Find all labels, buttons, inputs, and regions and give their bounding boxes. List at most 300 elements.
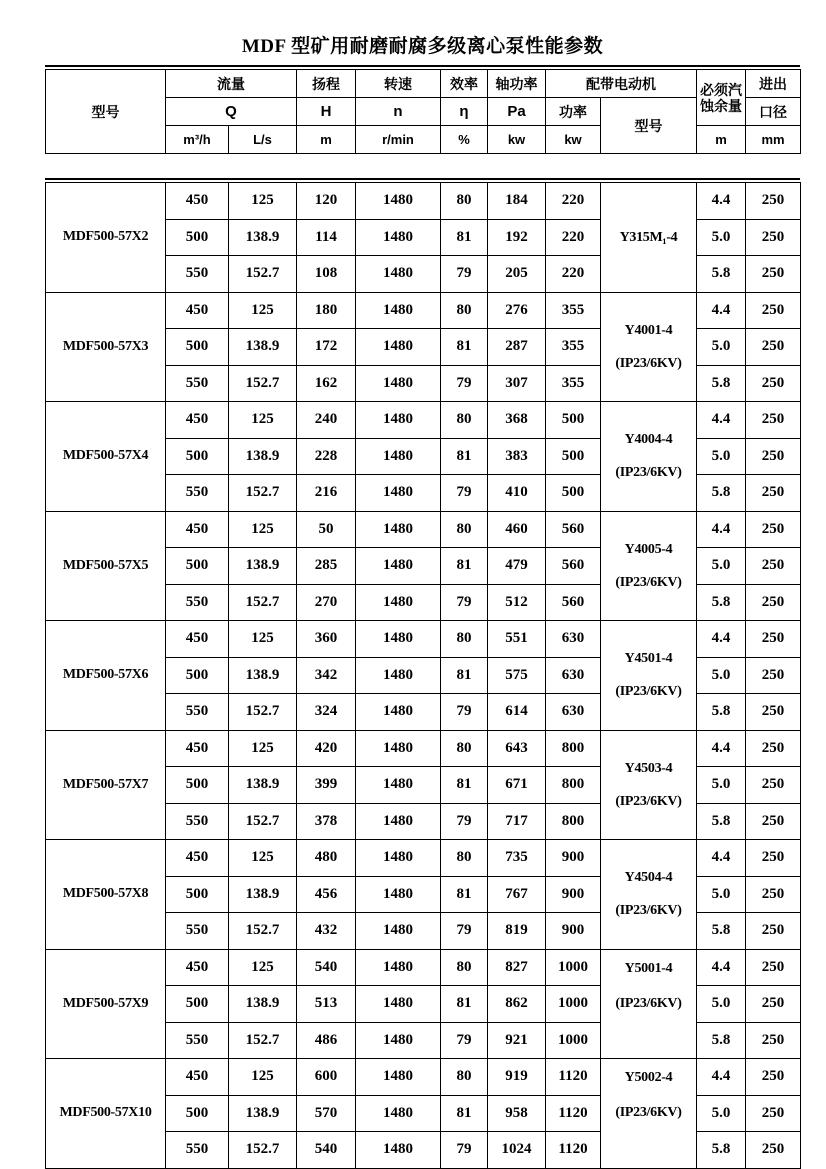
- value-cell: 125: [229, 402, 297, 439]
- value-cell: 550: [166, 1132, 229, 1169]
- value-cell: 152.7: [229, 584, 297, 621]
- value-cell: 81: [441, 329, 488, 366]
- value-cell: 1480: [356, 913, 441, 950]
- motor-model-line: (IP23/6KV): [615, 355, 682, 371]
- header-port-unit: mm: [746, 126, 801, 154]
- value-cell: 138.9: [229, 219, 297, 256]
- value-cell: 250: [746, 1132, 801, 1169]
- value-cell: 80: [441, 402, 488, 439]
- value-cell: 250: [746, 475, 801, 512]
- value-cell: 81: [441, 986, 488, 1023]
- motor-model-cell: [601, 292, 697, 402]
- value-cell: 125: [229, 621, 297, 658]
- value-cell: 138.9: [229, 657, 297, 694]
- value-cell: 1480: [356, 694, 441, 731]
- value-cell: 138.9: [229, 876, 297, 913]
- npsh-label-line2: 蚀余量: [700, 97, 742, 114]
- value-cell: 480: [297, 840, 356, 877]
- value-cell: 250: [746, 913, 801, 950]
- value-cell: 250: [746, 365, 801, 402]
- npsh-label-line1: 必须汽: [700, 81, 742, 98]
- value-cell: 5.8: [697, 365, 746, 402]
- header-flow-unit-m3h: m³/h: [166, 126, 229, 154]
- value-cell: 250: [746, 1059, 801, 1096]
- value-cell: 81: [441, 438, 488, 475]
- value-cell: 250: [746, 840, 801, 877]
- motor-model-cell: [601, 1059, 697, 1169]
- value-cell: 79: [441, 803, 488, 840]
- value-cell: 250: [746, 183, 801, 220]
- value-cell: 500: [166, 767, 229, 804]
- value-cell: 125: [229, 511, 297, 548]
- value-cell: 80: [441, 292, 488, 329]
- value-cell: 1480: [356, 1059, 441, 1096]
- header-body-gap: [45, 154, 826, 178]
- value-cell: 152.7: [229, 1132, 297, 1169]
- value-cell: 125: [229, 840, 297, 877]
- header-head-unit: m: [297, 126, 356, 154]
- spec-table-header: [45, 69, 801, 154]
- header-speed-symbol: n: [356, 98, 441, 126]
- pump-model-cell: MDF500-57X7: [46, 730, 166, 840]
- value-cell: 1480: [356, 402, 441, 439]
- value-cell: 717: [488, 803, 546, 840]
- value-cell: 250: [746, 548, 801, 585]
- motor-model-line: Y4501-4: [624, 651, 673, 667]
- table-row: [46, 183, 801, 220]
- value-cell: 500: [546, 402, 601, 439]
- table-row: [46, 840, 801, 877]
- pump-model-cell: MDF500-57X3: [46, 292, 166, 402]
- header-npsh-unit: m: [697, 126, 746, 154]
- value-cell: 450: [166, 949, 229, 986]
- value-cell: 138.9: [229, 767, 297, 804]
- value-cell: 1000: [546, 986, 601, 1023]
- value-cell: 5.0: [697, 767, 746, 804]
- header-efficiency-unit: %: [441, 126, 488, 154]
- value-cell: 450: [166, 402, 229, 439]
- value-cell: 80: [441, 1059, 488, 1096]
- table-row: [46, 949, 801, 986]
- motor-model-line: Y5002-4: [624, 1070, 673, 1085]
- value-cell: 550: [166, 1022, 229, 1059]
- header-port-line2: 口径: [746, 98, 801, 126]
- value-cell: 192: [488, 219, 546, 256]
- header-shaft-power-symbol: Pa: [488, 98, 546, 126]
- value-cell: 862: [488, 986, 546, 1023]
- value-cell: 1480: [356, 365, 441, 402]
- value-cell: 81: [441, 767, 488, 804]
- value-cell: 1480: [356, 584, 441, 621]
- value-cell: 500: [166, 329, 229, 366]
- value-cell: 767: [488, 876, 546, 913]
- value-cell: 560: [546, 548, 601, 585]
- motor-model-cell: [601, 183, 697, 293]
- value-cell: 5.0: [697, 548, 746, 585]
- value-cell: 79: [441, 365, 488, 402]
- value-cell: 138.9: [229, 548, 297, 585]
- value-cell: 5.8: [697, 803, 746, 840]
- header-flow-symbol: Q: [166, 98, 297, 126]
- motor-model-line: Y4504-4: [624, 870, 673, 886]
- value-cell: 570: [297, 1095, 356, 1132]
- motor-model-line: Y4503-4: [624, 760, 673, 776]
- value-cell: 138.9: [229, 986, 297, 1023]
- motor-model-cell: [601, 621, 697, 731]
- value-cell: 450: [166, 511, 229, 548]
- value-cell: 276: [488, 292, 546, 329]
- value-cell: 5.8: [697, 256, 746, 293]
- motor-model-line: Y5001-4: [624, 960, 673, 976]
- motor-model-cell: [601, 949, 697, 1059]
- motor-model-line: (IP23/6KV): [615, 995, 682, 1011]
- value-cell: 500: [166, 657, 229, 694]
- value-cell: 79: [441, 913, 488, 950]
- value-cell: 500: [166, 1095, 229, 1132]
- spec-table-body-table: [45, 182, 801, 1169]
- table-row: [46, 292, 801, 329]
- value-cell: 827: [488, 949, 546, 986]
- value-cell: 5.0: [697, 329, 746, 366]
- value-cell: 500: [546, 438, 601, 475]
- value-cell: 368: [488, 402, 546, 439]
- value-cell: 4.4: [697, 292, 746, 329]
- value-cell: 120: [297, 183, 356, 220]
- value-cell: 307: [488, 365, 546, 402]
- value-cell: 671: [488, 767, 546, 804]
- value-cell: 5.0: [697, 219, 746, 256]
- pump-model-cell: MDF500-57X5: [46, 511, 166, 621]
- table-row: [46, 730, 801, 767]
- value-cell: 114: [297, 219, 356, 256]
- spec-table-body-wrap: [45, 178, 800, 1169]
- value-cell: 5.0: [697, 657, 746, 694]
- value-cell: 500: [166, 876, 229, 913]
- value-cell: 900: [546, 876, 601, 913]
- value-cell: 819: [488, 913, 546, 950]
- value-cell: 1480: [356, 219, 441, 256]
- pump-model-cell: MDF500-57X8: [46, 840, 166, 950]
- value-cell: 81: [441, 876, 488, 913]
- value-cell: 250: [746, 219, 801, 256]
- value-cell: 460: [488, 511, 546, 548]
- value-cell: 630: [546, 657, 601, 694]
- value-cell: 420: [297, 730, 356, 767]
- value-cell: 540: [297, 1132, 356, 1169]
- value-cell: 5.8: [697, 584, 746, 621]
- value-cell: 512: [488, 584, 546, 621]
- value-cell: 550: [166, 913, 229, 950]
- value-cell: 4.4: [697, 511, 746, 548]
- value-cell: 550: [166, 694, 229, 731]
- header-row-1: [46, 70, 801, 98]
- motor-model-cell: [601, 730, 697, 840]
- motor-model-line: (IP23/6KV): [615, 793, 682, 809]
- value-cell: 1480: [356, 511, 441, 548]
- value-cell: 900: [546, 913, 601, 950]
- motor-model-line: (IP23/6KV): [615, 1105, 682, 1120]
- value-cell: 800: [546, 803, 601, 840]
- value-cell: 250: [746, 402, 801, 439]
- value-cell: 184: [488, 183, 546, 220]
- value-cell: 1480: [356, 475, 441, 512]
- value-cell: 1480: [356, 949, 441, 986]
- value-cell: 450: [166, 292, 229, 329]
- value-cell: 1120: [546, 1059, 601, 1096]
- pump-model-cell: MDF500-57X10: [46, 1059, 166, 1169]
- motor-model-line: (IP23/6KV): [615, 574, 682, 590]
- value-cell: 220: [546, 183, 601, 220]
- value-cell: 250: [746, 1095, 801, 1132]
- value-cell: 285: [297, 548, 356, 585]
- value-cell: 79: [441, 475, 488, 512]
- value-cell: 500: [166, 219, 229, 256]
- value-cell: 250: [746, 767, 801, 804]
- value-cell: 250: [746, 256, 801, 293]
- value-cell: 4.4: [697, 621, 746, 658]
- header-port-line1: 进出: [746, 70, 801, 98]
- value-cell: 1120: [546, 1095, 601, 1132]
- value-cell: 1024: [488, 1132, 546, 1169]
- value-cell: 355: [546, 329, 601, 366]
- value-cell: 500: [166, 986, 229, 1023]
- value-cell: 79: [441, 694, 488, 731]
- value-cell: 81: [441, 657, 488, 694]
- value-cell: 1480: [356, 803, 441, 840]
- value-cell: 4.4: [697, 183, 746, 220]
- header-model: 型号: [46, 70, 166, 154]
- value-cell: 1480: [356, 1132, 441, 1169]
- value-cell: 81: [441, 548, 488, 585]
- value-cell: 486: [297, 1022, 356, 1059]
- value-cell: 735: [488, 840, 546, 877]
- value-cell: 1480: [356, 1022, 441, 1059]
- value-cell: 5.8: [697, 475, 746, 512]
- value-cell: 1480: [356, 1095, 441, 1132]
- value-cell: 4.4: [697, 1059, 746, 1096]
- table-row: [46, 1059, 801, 1096]
- value-cell: 152.7: [229, 365, 297, 402]
- header-efficiency-symbol: η: [441, 98, 488, 126]
- pump-model-cell: MDF500-57X4: [46, 402, 166, 512]
- motor-model-line: (IP23/6KV): [615, 465, 682, 481]
- value-cell: 1480: [356, 986, 441, 1023]
- value-cell: 81: [441, 219, 488, 256]
- value-cell: 80: [441, 730, 488, 767]
- value-cell: 450: [166, 621, 229, 658]
- value-cell: 5.8: [697, 913, 746, 950]
- value-cell: 250: [746, 1022, 801, 1059]
- motor-model-line: (IP23/6KV): [615, 903, 682, 919]
- value-cell: 250: [746, 584, 801, 621]
- header-efficiency: 效率: [441, 70, 488, 98]
- pump-table-body: [46, 183, 801, 1169]
- value-cell: 643: [488, 730, 546, 767]
- value-cell: 550: [166, 803, 229, 840]
- value-cell: 432: [297, 913, 356, 950]
- double-rule-body: [45, 178, 800, 180]
- value-cell: 550: [166, 365, 229, 402]
- value-cell: 4.4: [697, 949, 746, 986]
- value-cell: 958: [488, 1095, 546, 1132]
- value-cell: 1480: [356, 548, 441, 585]
- value-cell: 250: [746, 292, 801, 329]
- header-motor-power: 功率: [546, 98, 601, 126]
- value-cell: 360: [297, 621, 356, 658]
- value-cell: 921: [488, 1022, 546, 1059]
- value-cell: 479: [488, 548, 546, 585]
- value-cell: 79: [441, 1022, 488, 1059]
- value-cell: 250: [746, 621, 801, 658]
- header-flow-unit-ls: L/s: [229, 126, 297, 154]
- value-cell: 450: [166, 183, 229, 220]
- value-cell: 138.9: [229, 329, 297, 366]
- motor-model-line: Y4001-4: [624, 322, 673, 338]
- value-cell: 172: [297, 329, 356, 366]
- value-cell: 138.9: [229, 1095, 297, 1132]
- value-cell: 80: [441, 949, 488, 986]
- value-cell: 5.0: [697, 1095, 746, 1132]
- motor-model-line: Y4004-4: [624, 432, 673, 448]
- value-cell: 152.7: [229, 1022, 297, 1059]
- value-cell: 5.8: [697, 694, 746, 731]
- value-cell: 80: [441, 183, 488, 220]
- value-cell: 81: [441, 1095, 488, 1132]
- value-cell: 250: [746, 730, 801, 767]
- value-cell: 900: [546, 840, 601, 877]
- value-cell: 180: [297, 292, 356, 329]
- value-cell: 240: [297, 402, 356, 439]
- value-cell: 5.8: [697, 1132, 746, 1169]
- value-cell: 378: [297, 803, 356, 840]
- header-flow: 流量: [166, 70, 297, 98]
- header-shaft-power: 轴功率: [488, 70, 546, 98]
- value-cell: 575: [488, 657, 546, 694]
- value-cell: 550: [166, 475, 229, 512]
- header-head-symbol: H: [297, 98, 356, 126]
- motor-model-cell: [601, 511, 697, 621]
- value-cell: 228: [297, 438, 356, 475]
- value-cell: 500: [166, 438, 229, 475]
- value-cell: 5.0: [697, 876, 746, 913]
- pump-model-cell: MDF500-57X6: [46, 621, 166, 731]
- value-cell: 550: [166, 256, 229, 293]
- value-cell: 450: [166, 730, 229, 767]
- value-cell: 500: [546, 475, 601, 512]
- value-cell: 540: [297, 949, 356, 986]
- value-cell: 4.4: [697, 730, 746, 767]
- value-cell: 79: [441, 1132, 488, 1169]
- motor-model-line: Y315M₁-4: [619, 229, 678, 245]
- value-cell: 355: [546, 292, 601, 329]
- value-cell: 513: [297, 986, 356, 1023]
- header-motor-power-unit: kw: [546, 126, 601, 154]
- value-cell: 342: [297, 657, 356, 694]
- value-cell: 125: [229, 730, 297, 767]
- value-cell: 5.0: [697, 438, 746, 475]
- value-cell: 5.8: [697, 1022, 746, 1059]
- value-cell: 551: [488, 621, 546, 658]
- value-cell: 1480: [356, 183, 441, 220]
- value-cell: 4.4: [697, 840, 746, 877]
- value-cell: 162: [297, 365, 356, 402]
- value-cell: 152.7: [229, 803, 297, 840]
- header-speed: 转速: [356, 70, 441, 98]
- table-row: [46, 621, 801, 658]
- value-cell: 152.7: [229, 694, 297, 731]
- value-cell: 250: [746, 329, 801, 366]
- header-head: 扬程: [297, 70, 356, 98]
- pump-model-cell: MDF500-57X2: [46, 183, 166, 293]
- value-cell: 138.9: [229, 438, 297, 475]
- value-cell: 399: [297, 767, 356, 804]
- value-cell: 630: [546, 621, 601, 658]
- value-cell: 1480: [356, 657, 441, 694]
- value-cell: 250: [746, 694, 801, 731]
- header-motor: 配带电动机: [546, 70, 697, 98]
- value-cell: 220: [546, 219, 601, 256]
- value-cell: 600: [297, 1059, 356, 1096]
- value-cell: 800: [546, 767, 601, 804]
- value-cell: 5.0: [697, 986, 746, 1023]
- header-shaft-power-unit: kw: [488, 126, 546, 154]
- motor-model-line: (IP23/6KV): [615, 684, 682, 700]
- pump-model-cell: MDF500-57X9: [46, 949, 166, 1059]
- value-cell: 1480: [356, 329, 441, 366]
- value-cell: 152.7: [229, 913, 297, 950]
- value-cell: 125: [229, 183, 297, 220]
- value-cell: 250: [746, 986, 801, 1023]
- value-cell: 410: [488, 475, 546, 512]
- value-cell: 125: [229, 1059, 297, 1096]
- value-cell: 220: [546, 256, 601, 293]
- value-cell: 205: [488, 256, 546, 293]
- motor-model-cell: [601, 402, 697, 512]
- value-cell: 250: [746, 511, 801, 548]
- value-cell: 1480: [356, 730, 441, 767]
- value-cell: 456: [297, 876, 356, 913]
- value-cell: 152.7: [229, 475, 297, 512]
- value-cell: 1480: [356, 621, 441, 658]
- value-cell: 560: [546, 584, 601, 621]
- value-cell: 1000: [546, 949, 601, 986]
- spec-table-header-wrap: [45, 65, 800, 154]
- value-cell: 560: [546, 511, 601, 548]
- value-cell: 4.4: [697, 402, 746, 439]
- value-cell: 50: [297, 511, 356, 548]
- value-cell: 80: [441, 840, 488, 877]
- value-cell: 450: [166, 840, 229, 877]
- value-cell: 550: [166, 584, 229, 621]
- table-row: [46, 511, 801, 548]
- value-cell: 287: [488, 329, 546, 366]
- value-cell: 270: [297, 584, 356, 621]
- header-npsh: [697, 70, 746, 126]
- value-cell: 80: [441, 621, 488, 658]
- value-cell: 919: [488, 1059, 546, 1096]
- value-cell: 108: [297, 256, 356, 293]
- value-cell: 1120: [546, 1132, 601, 1169]
- value-cell: 1480: [356, 767, 441, 804]
- value-cell: 1480: [356, 438, 441, 475]
- value-cell: 152.7: [229, 256, 297, 293]
- value-cell: 614: [488, 694, 546, 731]
- value-cell: 383: [488, 438, 546, 475]
- header-speed-unit: r/min: [356, 126, 441, 154]
- value-cell: 250: [746, 949, 801, 986]
- value-cell: 125: [229, 292, 297, 329]
- value-cell: 125: [229, 949, 297, 986]
